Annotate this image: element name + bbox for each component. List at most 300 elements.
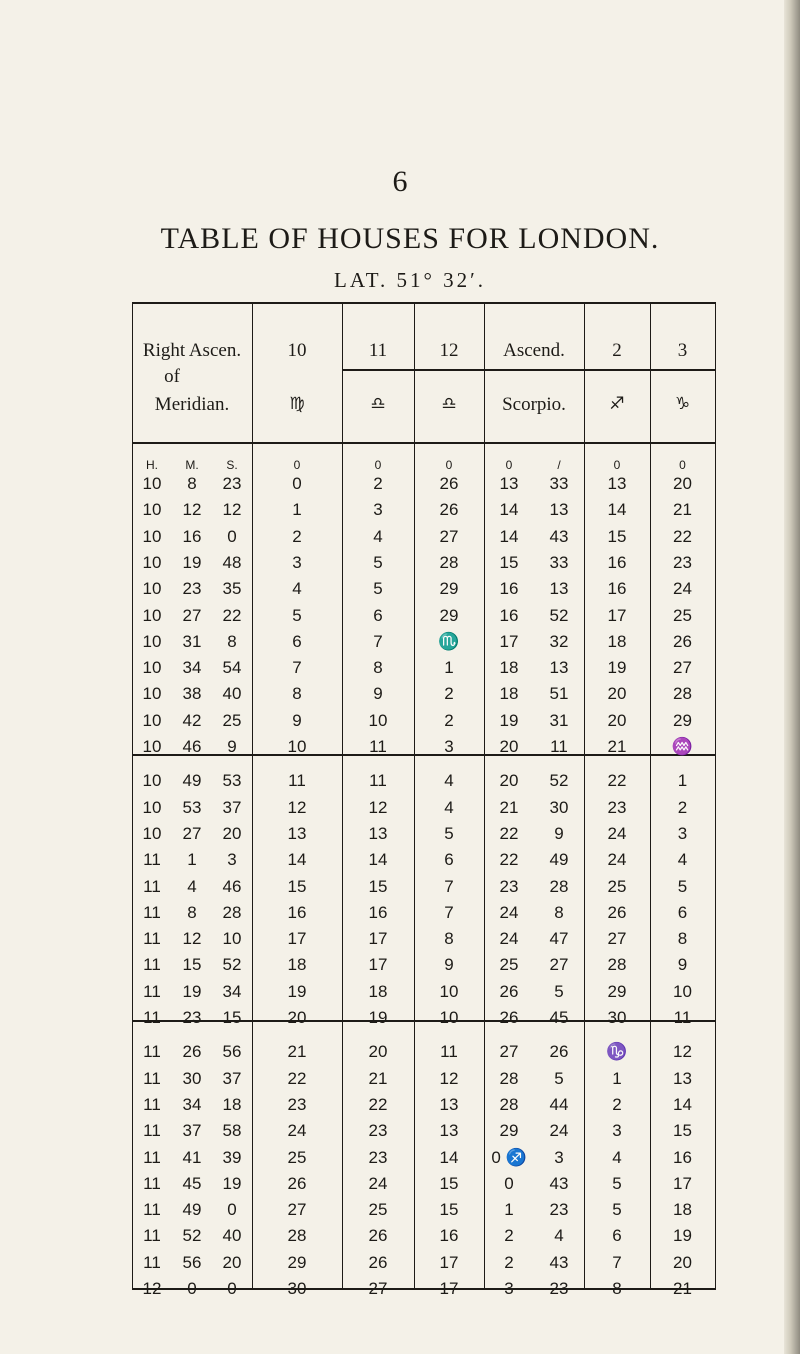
cell-asc-minutes: 4 bbox=[554, 1226, 564, 1246]
cell-house-2: 15 bbox=[607, 526, 627, 546]
cell-house-11: 23 bbox=[368, 1147, 388, 1167]
cell-ra-minutes: 27 bbox=[182, 823, 202, 843]
cell-ra-hours: 10 bbox=[142, 500, 162, 520]
cell-house-2: 1 bbox=[612, 1068, 622, 1088]
cell-house-3: 8 bbox=[677, 929, 688, 949]
cell-house-11: 27 bbox=[368, 1279, 388, 1298]
header-house-3: 3 bbox=[677, 340, 688, 361]
cell-house-11: 24 bbox=[368, 1173, 388, 1193]
cell-ra-seconds: 40 bbox=[222, 1226, 242, 1246]
cell-house-3: 26 bbox=[673, 631, 692, 651]
header-right-ascen: Right Ascen. bbox=[142, 340, 242, 361]
cell-asc-degrees: 28 bbox=[499, 1094, 519, 1114]
cell-asc-minutes: 27 bbox=[549, 955, 569, 975]
cell-ra-hours: 11 bbox=[143, 1252, 161, 1272]
cell-house-3: 27 bbox=[673, 658, 692, 678]
cell-house-2: ♑ bbox=[606, 1042, 628, 1062]
cell-ra-minutes: 46 bbox=[182, 737, 202, 756]
cell-house-10: 18 bbox=[287, 955, 307, 975]
cell-house-3: 6 bbox=[677, 902, 688, 922]
cell-house-11: 25 bbox=[368, 1200, 388, 1220]
cell-asc-minutes: 24 bbox=[549, 1121, 569, 1141]
table-row bbox=[132, 682, 716, 706]
cell-ra-hours: 11 bbox=[143, 1008, 161, 1027]
table-row bbox=[132, 901, 716, 925]
cell-house-2: 19 bbox=[607, 658, 627, 678]
cell-asc-minutes: 49 bbox=[549, 850, 569, 870]
cell-ra-hours: 11 bbox=[143, 850, 161, 870]
cell-house-11: 10 bbox=[368, 710, 388, 730]
cell-house-12: 5 bbox=[444, 823, 454, 843]
cell-ra-minutes: 56 bbox=[182, 1252, 202, 1272]
cell-house-2: 2 bbox=[612, 1094, 622, 1114]
table-row bbox=[132, 1040, 716, 1064]
cell-ra-hours: 11 bbox=[143, 1226, 161, 1246]
cell-house-10: 2 bbox=[292, 526, 302, 546]
cell-ra-hours: 10 bbox=[142, 797, 162, 817]
virgo-icon: ♍ bbox=[289, 394, 305, 414]
cell-ra-seconds: 34 bbox=[222, 981, 242, 1001]
cell-asc-minutes: 26 bbox=[549, 1042, 569, 1062]
page-edge bbox=[784, 0, 800, 1354]
cell-asc-minutes: 5 bbox=[554, 981, 564, 1001]
cell-house-12: 26 bbox=[439, 500, 459, 520]
houses-table bbox=[132, 302, 716, 1298]
cell-house-2: 16 bbox=[607, 579, 627, 599]
cell-ra-minutes: 34 bbox=[182, 1094, 202, 1114]
cell-asc-degrees: 20 bbox=[499, 771, 519, 791]
cell-house-12: 4 bbox=[444, 771, 454, 791]
cell-house-11: 21 bbox=[368, 1068, 388, 1088]
cell-asc-degrees: 13 bbox=[499, 474, 519, 493]
cell-house-2: 16 bbox=[607, 552, 627, 572]
cell-ra-hours: 11 bbox=[143, 1200, 161, 1220]
cell-house-2: 8 bbox=[612, 1279, 622, 1298]
cell-house-10: 3 bbox=[292, 552, 302, 572]
table-row bbox=[132, 1093, 716, 1117]
cell-house-3: 17 bbox=[673, 1173, 692, 1193]
cell-house-11: 26 bbox=[368, 1226, 388, 1246]
cell-ra-seconds: 28 bbox=[222, 902, 242, 922]
cell-asc-degrees: 3 bbox=[504, 1279, 514, 1298]
cell-ra-seconds: 39 bbox=[222, 1147, 242, 1167]
cell-house-3: ♒ bbox=[671, 737, 694, 756]
table-row bbox=[132, 630, 716, 654]
cell-ra-minutes: 23 bbox=[182, 1008, 202, 1027]
table-row bbox=[132, 822, 716, 846]
cell-asc-degrees: 0 bbox=[504, 1173, 514, 1193]
cell-house-12: 29 bbox=[439, 579, 459, 599]
cell-asc-minutes: 43 bbox=[549, 1173, 569, 1193]
cell-house-3: 25 bbox=[673, 605, 692, 625]
cell-house-3: 18 bbox=[673, 1200, 692, 1220]
table-row bbox=[132, 709, 716, 733]
cell-house-2: 20 bbox=[607, 710, 627, 730]
cell-house-10: 13 bbox=[287, 823, 307, 843]
cell-asc-degrees: 25 bbox=[499, 955, 519, 975]
cell-asc-degrees: 21 bbox=[499, 797, 519, 817]
cell-house-11: 15 bbox=[368, 876, 388, 896]
cell-house-12: 4 bbox=[444, 797, 454, 817]
cell-house-11: 23 bbox=[368, 1121, 388, 1141]
cell-house-12: 15 bbox=[439, 1173, 459, 1193]
cell-asc-degrees: 26 bbox=[499, 1008, 519, 1027]
cell-house-12: 15 bbox=[439, 1200, 459, 1220]
cell-house-10: 11 bbox=[288, 771, 306, 791]
degree-mark: 0 bbox=[445, 458, 453, 472]
cell-asc-minutes: 8 bbox=[554, 902, 564, 922]
cell-house-2: 27 bbox=[607, 929, 627, 949]
cell-asc-degrees: 18 bbox=[499, 658, 519, 678]
table-row bbox=[132, 1198, 716, 1222]
cell-ra-seconds: 54 bbox=[222, 658, 242, 678]
cell-ra-minutes: 1 bbox=[187, 850, 197, 870]
cell-house-12: 1 bbox=[444, 658, 454, 678]
cell-house-10: 16 bbox=[287, 902, 307, 922]
cell-house-2: 30 bbox=[607, 1008, 627, 1027]
cell-ra-hours: 11 bbox=[143, 1068, 161, 1088]
capricorn-icon: ♑ bbox=[674, 394, 691, 414]
cell-house-10: 6 bbox=[292, 631, 302, 651]
cell-ra-hours: 11 bbox=[143, 1173, 161, 1193]
cell-house-10: 21 bbox=[287, 1042, 307, 1062]
cell-ra-seconds: 3 bbox=[227, 850, 237, 870]
cell-asc-minutes: 3 bbox=[554, 1147, 564, 1167]
cell-ra-seconds: 46 bbox=[222, 876, 242, 896]
cell-house-10: 0 bbox=[292, 474, 302, 493]
cell-asc-minutes: 45 bbox=[549, 1008, 569, 1027]
cell-house-11: 5 bbox=[373, 579, 383, 599]
cell-house-3: 13 bbox=[673, 1068, 692, 1088]
cell-house-3: 23 bbox=[673, 552, 692, 572]
cell-house-12: 29 bbox=[439, 605, 459, 625]
cell-house-12: 2 bbox=[444, 684, 454, 704]
page-title: TABLE OF HOUSES FOR LONDON. bbox=[160, 222, 660, 255]
table-row bbox=[132, 848, 716, 872]
cell-house-11: 20 bbox=[368, 1042, 388, 1062]
cell-house-11: 5 bbox=[373, 552, 383, 572]
cell-ra-seconds: 52 bbox=[222, 955, 242, 975]
cell-house-10: 26 bbox=[287, 1173, 307, 1193]
cell-house-2: 26 bbox=[607, 902, 627, 922]
cell-asc-degrees: 2 bbox=[504, 1252, 514, 1272]
cell-ra-minutes: 4 bbox=[187, 876, 197, 896]
cell-house-12: 13 bbox=[439, 1094, 459, 1114]
cell-ra-seconds: 18 bbox=[222, 1094, 242, 1114]
cell-house-10: 28 bbox=[287, 1226, 307, 1246]
cell-house-10: 30 bbox=[287, 1279, 307, 1298]
cell-house-3: 16 bbox=[673, 1147, 692, 1167]
cell-ra-minutes: 45 bbox=[182, 1173, 202, 1193]
table-row bbox=[132, 769, 716, 793]
cell-house-10: 10 bbox=[287, 737, 307, 756]
cell-house-12: 8 bbox=[444, 929, 454, 949]
table-row bbox=[132, 1224, 716, 1248]
cell-asc-degrees: 14 bbox=[499, 526, 519, 546]
cell-asc-minutes: 52 bbox=[549, 605, 569, 625]
cell-ra-hours: 10 bbox=[142, 605, 162, 625]
cell-asc-minutes: 23 bbox=[549, 1279, 569, 1298]
cell-house-2: 23 bbox=[607, 797, 627, 817]
cell-ra-seconds: 37 bbox=[222, 1068, 242, 1088]
cell-house-10: 14 bbox=[287, 850, 307, 870]
cell-house-11: 2 bbox=[373, 474, 383, 493]
header-of: of bbox=[164, 366, 180, 387]
cell-ra-minutes: 19 bbox=[182, 552, 202, 572]
cell-ra-minutes: 8 bbox=[187, 902, 197, 922]
cell-house-12: 16 bbox=[439, 1226, 459, 1246]
cell-house-12: 28 bbox=[439, 552, 459, 572]
cell-ra-seconds: 9 bbox=[227, 737, 237, 756]
header-house-10: 10 bbox=[287, 340, 307, 361]
cell-ra-hours: 10 bbox=[142, 823, 162, 843]
cell-house-10: 7 bbox=[292, 658, 302, 678]
cell-ra-minutes: 19 bbox=[182, 981, 202, 1001]
cell-asc-degrees: 23 bbox=[499, 876, 519, 896]
cell-ra-hours: 11 bbox=[143, 955, 161, 975]
cell-asc-minutes: 33 bbox=[549, 474, 569, 493]
cell-asc-degrees: 19 bbox=[499, 710, 519, 730]
libra-icon: ♎ bbox=[441, 394, 457, 414]
cell-ra-hours: 11 bbox=[143, 1094, 161, 1114]
unit-seconds: S. bbox=[226, 458, 238, 472]
cell-ra-hours: 11 bbox=[143, 981, 161, 1001]
table-row bbox=[132, 927, 716, 951]
cell-asc-minutes: 9 bbox=[554, 823, 564, 843]
cell-ra-hours: 11 bbox=[143, 1121, 161, 1141]
cell-asc-degrees: 28 bbox=[499, 1068, 519, 1088]
cell-house-11: 17 bbox=[368, 955, 388, 975]
cell-house-2: 6 bbox=[612, 1226, 622, 1246]
cell-ra-minutes: 52 bbox=[182, 1226, 202, 1246]
cell-house-3: 19 bbox=[673, 1226, 692, 1246]
cell-house-2: 24 bbox=[607, 850, 627, 870]
table-row bbox=[132, 551, 716, 575]
table-row bbox=[132, 875, 716, 899]
cell-asc-minutes: 23 bbox=[549, 1200, 569, 1220]
cell-house-2: 7 bbox=[612, 1252, 622, 1272]
cell-ra-hours: 11 bbox=[143, 902, 161, 922]
cell-ra-seconds: 0 bbox=[227, 1200, 237, 1220]
cell-house-12: 14 bbox=[439, 1147, 459, 1167]
cell-house-2: 17 bbox=[607, 605, 627, 625]
table-top-rule bbox=[132, 302, 716, 304]
table-row bbox=[132, 1006, 716, 1030]
cell-ra-hours: 10 bbox=[142, 631, 162, 651]
cell-ra-hours: 11 bbox=[143, 1147, 161, 1167]
cell-house-2: 29 bbox=[607, 981, 627, 1001]
table-row bbox=[132, 498, 716, 522]
cell-house-10: 9 bbox=[292, 710, 302, 730]
cell-ra-hours: 10 bbox=[142, 474, 162, 493]
cell-ra-hours: 10 bbox=[142, 737, 162, 756]
cell-house-3: 4 bbox=[677, 850, 688, 870]
cell-house-2: 5 bbox=[612, 1200, 622, 1220]
cell-ra-hours: 10 bbox=[142, 710, 162, 730]
cell-ra-seconds: 20 bbox=[222, 1252, 242, 1272]
cell-ra-hours: 12 bbox=[142, 1279, 162, 1298]
cell-house-10: 5 bbox=[292, 605, 302, 625]
cell-asc-degrees: 2 bbox=[504, 1226, 514, 1246]
cell-house-2: 18 bbox=[607, 631, 627, 651]
cell-house-12: 12 bbox=[439, 1068, 459, 1088]
cell-asc-degrees: 22 bbox=[499, 850, 519, 870]
table-row bbox=[132, 1119, 716, 1143]
cell-asc-minutes: 43 bbox=[549, 526, 569, 546]
header-ascendant: Ascend. bbox=[503, 340, 565, 361]
cell-house-2: 4 bbox=[612, 1147, 622, 1167]
cell-ra-minutes: 34 bbox=[182, 658, 202, 678]
table-row bbox=[132, 1251, 716, 1275]
cell-house-3: 9 bbox=[677, 955, 688, 975]
cell-ra-seconds: 10 bbox=[222, 929, 242, 949]
degree-mark: 0 bbox=[505, 458, 513, 472]
cell-asc-degrees: 18 bbox=[499, 684, 519, 704]
cell-house-11: 18 bbox=[368, 981, 388, 1001]
cell-ra-hours: 10 bbox=[142, 771, 162, 791]
cell-asc-minutes: 47 bbox=[549, 929, 569, 949]
cell-house-3: 11 bbox=[673, 1008, 692, 1027]
cell-house-12: 10 bbox=[439, 1008, 459, 1027]
cell-house-12: 2 bbox=[444, 710, 454, 730]
cell-house-2: 22 bbox=[607, 771, 627, 791]
cell-ra-minutes: 16 bbox=[182, 526, 202, 546]
cell-house-10: 24 bbox=[287, 1121, 307, 1141]
cell-house-10: 27 bbox=[287, 1200, 307, 1220]
cell-house-11: 4 bbox=[373, 526, 383, 546]
cell-house-10: 17 bbox=[287, 929, 307, 949]
cell-house-12: 11 bbox=[440, 1042, 458, 1062]
cell-ra-minutes: 31 bbox=[182, 631, 202, 651]
cell-house-10: 8 bbox=[292, 684, 302, 704]
cell-ra-seconds: 20 bbox=[222, 823, 242, 843]
unit-minutes: M. bbox=[185, 458, 199, 472]
cell-house-11: 12 bbox=[368, 797, 388, 817]
cell-asc-degrees: 1 bbox=[504, 1200, 514, 1220]
cell-house-11: 16 bbox=[368, 902, 388, 922]
cell-asc-degrees: 15 bbox=[499, 552, 519, 572]
sagittarius-icon: ♐ bbox=[609, 394, 625, 414]
cell-asc-minutes: 32 bbox=[549, 631, 569, 651]
table-row bbox=[132, 1146, 716, 1170]
cell-house-10: 12 bbox=[287, 797, 307, 817]
cell-house-3: 28 bbox=[673, 684, 692, 704]
table-row bbox=[132, 577, 716, 601]
degree-mark: 0 bbox=[374, 458, 382, 472]
cell-ra-seconds: 25 bbox=[222, 710, 242, 730]
cell-asc-degrees: 16 bbox=[499, 579, 519, 599]
cell-ra-seconds: 0 bbox=[227, 526, 237, 546]
cell-asc-minutes: 11 bbox=[550, 737, 568, 756]
cell-ra-seconds: 12 bbox=[222, 500, 242, 520]
cell-house-3: 20 bbox=[673, 474, 692, 493]
cell-asc-minutes: 52 bbox=[549, 771, 569, 791]
cell-house-12: 26 bbox=[439, 474, 459, 493]
cell-ra-seconds: 8 bbox=[227, 631, 237, 651]
cell-house-3: 2 bbox=[677, 797, 688, 817]
cell-house-11: 19 bbox=[368, 1008, 388, 1027]
cell-asc-degrees: 22 bbox=[499, 823, 519, 843]
cell-house-11: 17 bbox=[368, 929, 388, 949]
cell-house-3: 14 bbox=[673, 1094, 692, 1114]
table-row bbox=[132, 1067, 716, 1091]
cell-house-3: 10 bbox=[673, 981, 692, 1001]
cell-ra-seconds: 19 bbox=[222, 1173, 242, 1193]
cell-house-3: 29 bbox=[673, 710, 692, 730]
cell-house-11: 14 bbox=[368, 850, 388, 870]
cell-ra-minutes: 0 bbox=[187, 1279, 197, 1298]
header-house-2: 2 bbox=[612, 340, 622, 361]
table-row bbox=[132, 796, 716, 820]
cell-ra-minutes: 12 bbox=[182, 929, 202, 949]
cell-asc-minutes: 5 bbox=[554, 1068, 564, 1088]
table-row bbox=[132, 980, 716, 1004]
cell-house-12: 17 bbox=[439, 1279, 459, 1298]
header-scorpio: Scorpio. bbox=[502, 394, 566, 415]
cell-house-2: 14 bbox=[607, 500, 627, 520]
cell-ra-seconds: 37 bbox=[222, 797, 242, 817]
cell-ra-seconds: 40 bbox=[222, 684, 242, 704]
header-house-12: 12 bbox=[439, 340, 459, 361]
cell-house-10: 19 bbox=[287, 981, 307, 1001]
cell-asc-degrees: 20 bbox=[499, 737, 519, 756]
latitude-subtitle: LAT. 51° 32′. bbox=[334, 268, 486, 292]
cell-house-11: 26 bbox=[368, 1252, 388, 1272]
cell-house-3: 21 bbox=[673, 500, 692, 520]
cell-house-12: 13 bbox=[439, 1121, 459, 1141]
cell-house-11: 22 bbox=[368, 1094, 388, 1114]
cell-ra-minutes: 37 bbox=[182, 1121, 202, 1141]
cell-house-3: 3 bbox=[677, 823, 688, 843]
cell-house-10: 4 bbox=[292, 579, 302, 599]
cell-asc-degrees: 14 bbox=[499, 500, 519, 520]
cell-house-2: 24 bbox=[607, 823, 627, 843]
cell-house-3: 24 bbox=[673, 579, 692, 599]
cell-ra-seconds: 15 bbox=[222, 1008, 242, 1027]
cell-asc-minutes: 30 bbox=[549, 797, 569, 817]
cell-house-10: 25 bbox=[287, 1147, 307, 1167]
cell-house-10: 20 bbox=[287, 1008, 307, 1027]
cell-ra-minutes: 8 bbox=[187, 474, 197, 493]
header-house-11: 11 bbox=[368, 340, 388, 361]
table-row bbox=[132, 1277, 716, 1301]
cell-asc-minutes: 28 bbox=[549, 876, 569, 896]
cell-house-11: 9 bbox=[373, 684, 383, 704]
minute-mark: / bbox=[557, 458, 561, 472]
cell-house-3: 5 bbox=[677, 876, 688, 896]
cell-asc-minutes: 31 bbox=[549, 710, 569, 730]
cell-asc-degrees: 0 ♐ bbox=[491, 1147, 527, 1167]
cell-ra-seconds: 56 bbox=[222, 1042, 242, 1062]
cell-asc-degrees: 29 bbox=[499, 1121, 519, 1141]
cell-ra-minutes: 23 bbox=[182, 579, 202, 599]
table-row bbox=[132, 735, 716, 759]
cell-ra-hours: 10 bbox=[142, 579, 162, 599]
cell-house-10: 15 bbox=[287, 876, 307, 896]
cell-ra-seconds: 48 bbox=[222, 552, 242, 572]
cell-asc-degrees: 26 bbox=[499, 981, 519, 1001]
cell-asc-minutes: 51 bbox=[549, 684, 569, 704]
cell-house-12: 27 bbox=[439, 526, 459, 546]
cell-ra-hours: 10 bbox=[142, 658, 162, 678]
cell-ra-minutes: 12 bbox=[182, 500, 202, 520]
cell-asc-degrees: 27 bbox=[499, 1042, 519, 1062]
cell-asc-minutes: 43 bbox=[549, 1252, 569, 1272]
cell-house-12: 7 bbox=[444, 876, 454, 896]
table-row bbox=[132, 1172, 716, 1196]
cell-house-11: 7 bbox=[373, 631, 383, 651]
unit-hours: H. bbox=[146, 458, 158, 472]
